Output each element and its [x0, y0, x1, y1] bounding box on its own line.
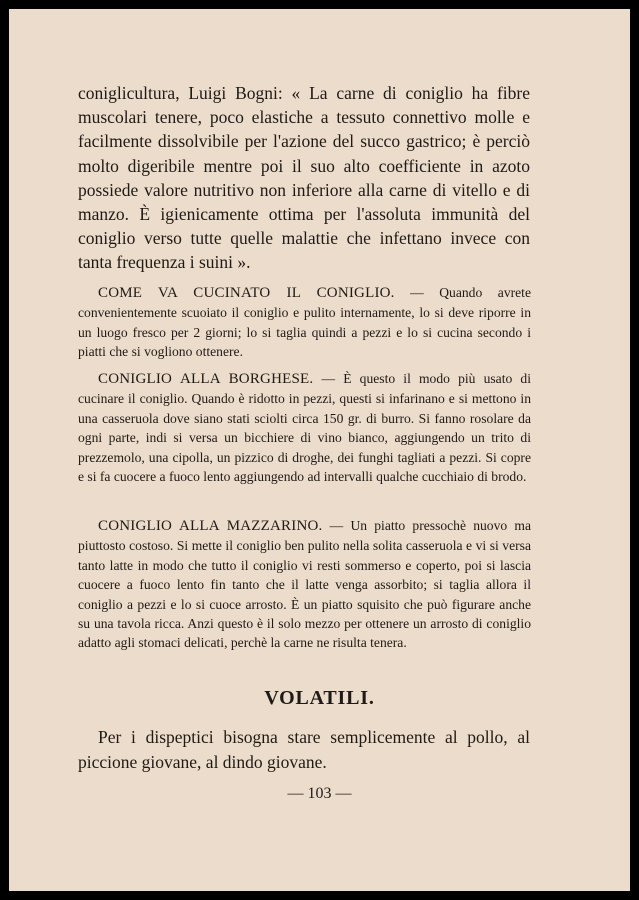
recipe-title: CONIGLIO ALLA BORGHESE.	[98, 371, 314, 387]
recipe-title: COME VA CUCINATO IL CONIGLIO.	[98, 285, 395, 301]
section-heading: VOLATILI.	[264, 687, 375, 709]
recipe-text: — È questo il modo più usato di cucinare il coniglio. Quando è ridotto in pezzi, questi si infarinano e si mettono in una casseruola dove siano stati sciolti circa 150 gr. di burro. Si fanno rosolare da ogni parte, indi si versa un bicchiere di vino bianco, aggiungendo un trito di prezzemolo, una cipolla, un pizzico di droghe, dei funghi tagliati a pezzi. Si copre e si fa cuocere a fuoco lento aggiungendo ad intervalli qualche cucchiaio di brodo.	[78, 371, 532, 485]
recipe-text: — Un piatto pressochè nuovo ma piuttosto costoso. Si mette il coniglio ben pulito nella solita casseruola e vi si versa tanto latte in modo che tutto il coniglio vi resti sommerso e coperto, poi si lascia cuocere a fuoco lento fin tanto che il latte venga assorbito; si taglia allora il coniglio a pezzi e lo si cuoce arrosto. È un piatto squisito che può figurare anche su una tavola ricca. Anzi questo è il solo mezzo per ottenere un arrosto di coniglio adatto agli stomaci delicati, perchè la carne ne risulta tenera.	[78, 518, 531, 651]
recipe-text: — Quando avrete convenientemente scuoiato il coniglio e pulito internamente, lo si deve riporre in un luogo fresco per 2 giorni; lo si taglia quindi a pezzi e lo si cucina secondo i piatti che si vogliono ottenere.	[78, 285, 531, 360]
recipe-coniglio-alla-mazzarino	[78, 516, 531, 653]
section-paragraph: Per i dispeptici bisogna stare semplicemente al pollo, al piccione giovane, al dindo giovane.	[78, 727, 530, 772]
page-number: — 103 —	[287, 785, 352, 802]
recipe-come-va-cucinato	[78, 283, 531, 362]
recipe-coniglio-alla-borghese	[78, 369, 531, 486]
intro-paragraph: coniglicultura, Luigi Bogni: « La carne di coniglio ha fibre muscolari tenere, poco elastiche a tessuto connettivo molle e facilmente dissolvibile per l'azione del succo gastrico; è perciò molto digeribile mentre poi il suo alto coefficiente in azoto possiede valore nutritivo non inferiore alla carne di vitello e di manzo. È igienicamente ottima per l'assoluta immunità del coniglio verso tutte quelle malattie che infettano invece con tanta frequenza i suini ».	[78, 83, 530, 273]
recipe-title: CONIGLIO ALLA MAZZARINO.	[98, 518, 323, 534]
book-page	[9, 9, 630, 891]
